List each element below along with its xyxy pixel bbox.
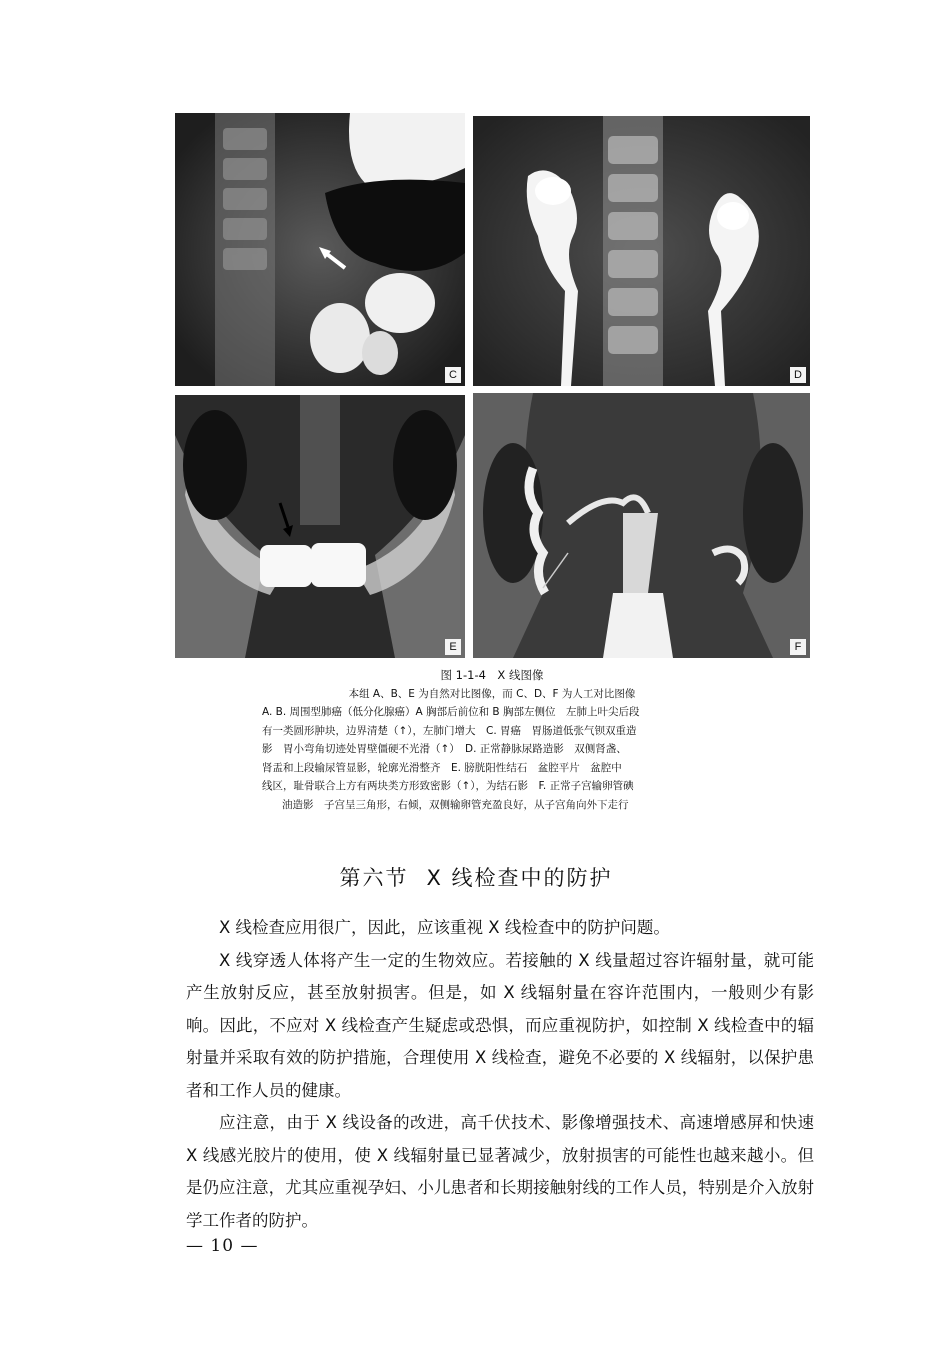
xray-pelvis-stone-image [175, 395, 465, 658]
panel-label-f: F [790, 639, 806, 655]
caption-title: 图 1-1-4 X 线图像 [440, 668, 544, 682]
paragraph: X 线穿透人体将产生一定的生物效应。若接触的 X 线量超过容许辐射量，就可能产生放射反应，甚至放射损害。但是，如 X 线辐射量在容许范围内，一般则少有影响。因此，不应对 X 线检查产生疑虑或恐惧，而应重视防护，如控制 X 线检查中的辐射量并采取有效的防护措施，合理使用 X 线检查，避免不必要的 X 线辐射，以保护患者和工作人员的健康。 [186, 950, 814, 1100]
xray-upper-gi-image [175, 113, 465, 386]
xray-panel-f [473, 393, 810, 658]
caption-body [262, 703, 722, 814]
caption-subtitle: 本组 A、B、E 为自然对比图像，而 C、D、F 为人工对比图像 [348, 687, 636, 700]
xray-urogram-image [473, 116, 810, 386]
caption-line: 有一类圆形肿块，边界清楚（↑），左肺门增大 C. 胃癌 胃肠道低张气钡双重造 [262, 724, 637, 737]
page-number: — 10 — [186, 1236, 259, 1256]
body-text [186, 912, 814, 1237]
caption-line: 线区，耻骨联合上方有两块类方形致密影（↑），为结石影 F. 正常子宫输卵管碘 [262, 780, 634, 792]
xray-panel-e [175, 395, 465, 658]
panel-label-c: C [445, 367, 461, 383]
xray-hysterosalpingogram-image [473, 393, 810, 658]
figure-1-1-4 [175, 113, 810, 658]
panel-label-d: D [790, 367, 806, 383]
section-title: X 线检查中的防护 [426, 866, 613, 890]
paragraph: 应注意，由于 X 线设备的改进，高千伏技术、影像增强技术、高速增感屏和快速 X 线感光胶片的使用，使 X 线辐射量已显著减少，放射损害的可能性也越来越小。但是仍应注意，尤其应重视孕妇、小儿患者和长期接触射线的工作人员，特别是介入放射学工作者的防护。 [186, 1113, 814, 1230]
section-number: 第六节 [339, 866, 409, 890]
paragraph: X 线检查应用很广，因此，应该重视 X 线检查中的防护问题。 [219, 918, 670, 937]
xray-panel-c [175, 113, 465, 386]
caption-line: 油造影 子宫呈三角形，右倾，双侧输卵管充盈良好，从子宫角向外下走行 [282, 798, 629, 811]
figure-caption [262, 666, 722, 814]
section-heading [0, 862, 952, 892]
caption-line: 影 胃小弯角切迹处胃壁僵硬不光滑（↑） D. 正常静脉尿路造影 双侧肾盏、 [262, 743, 627, 755]
xray-panel-d [473, 116, 810, 386]
caption-line: 肾盂和上段输尿管显影，轮廓光滑整齐 E. 膀胱阳性结石 盆腔平片 盆腔中 [262, 761, 622, 774]
panel-label-e: E [445, 639, 461, 655]
caption-line: A. B. 周围型肺癌（低分化腺癌）A 胸部后前位和 B 胸部左侧位 左肺上叶尖后段 [262, 706, 640, 718]
